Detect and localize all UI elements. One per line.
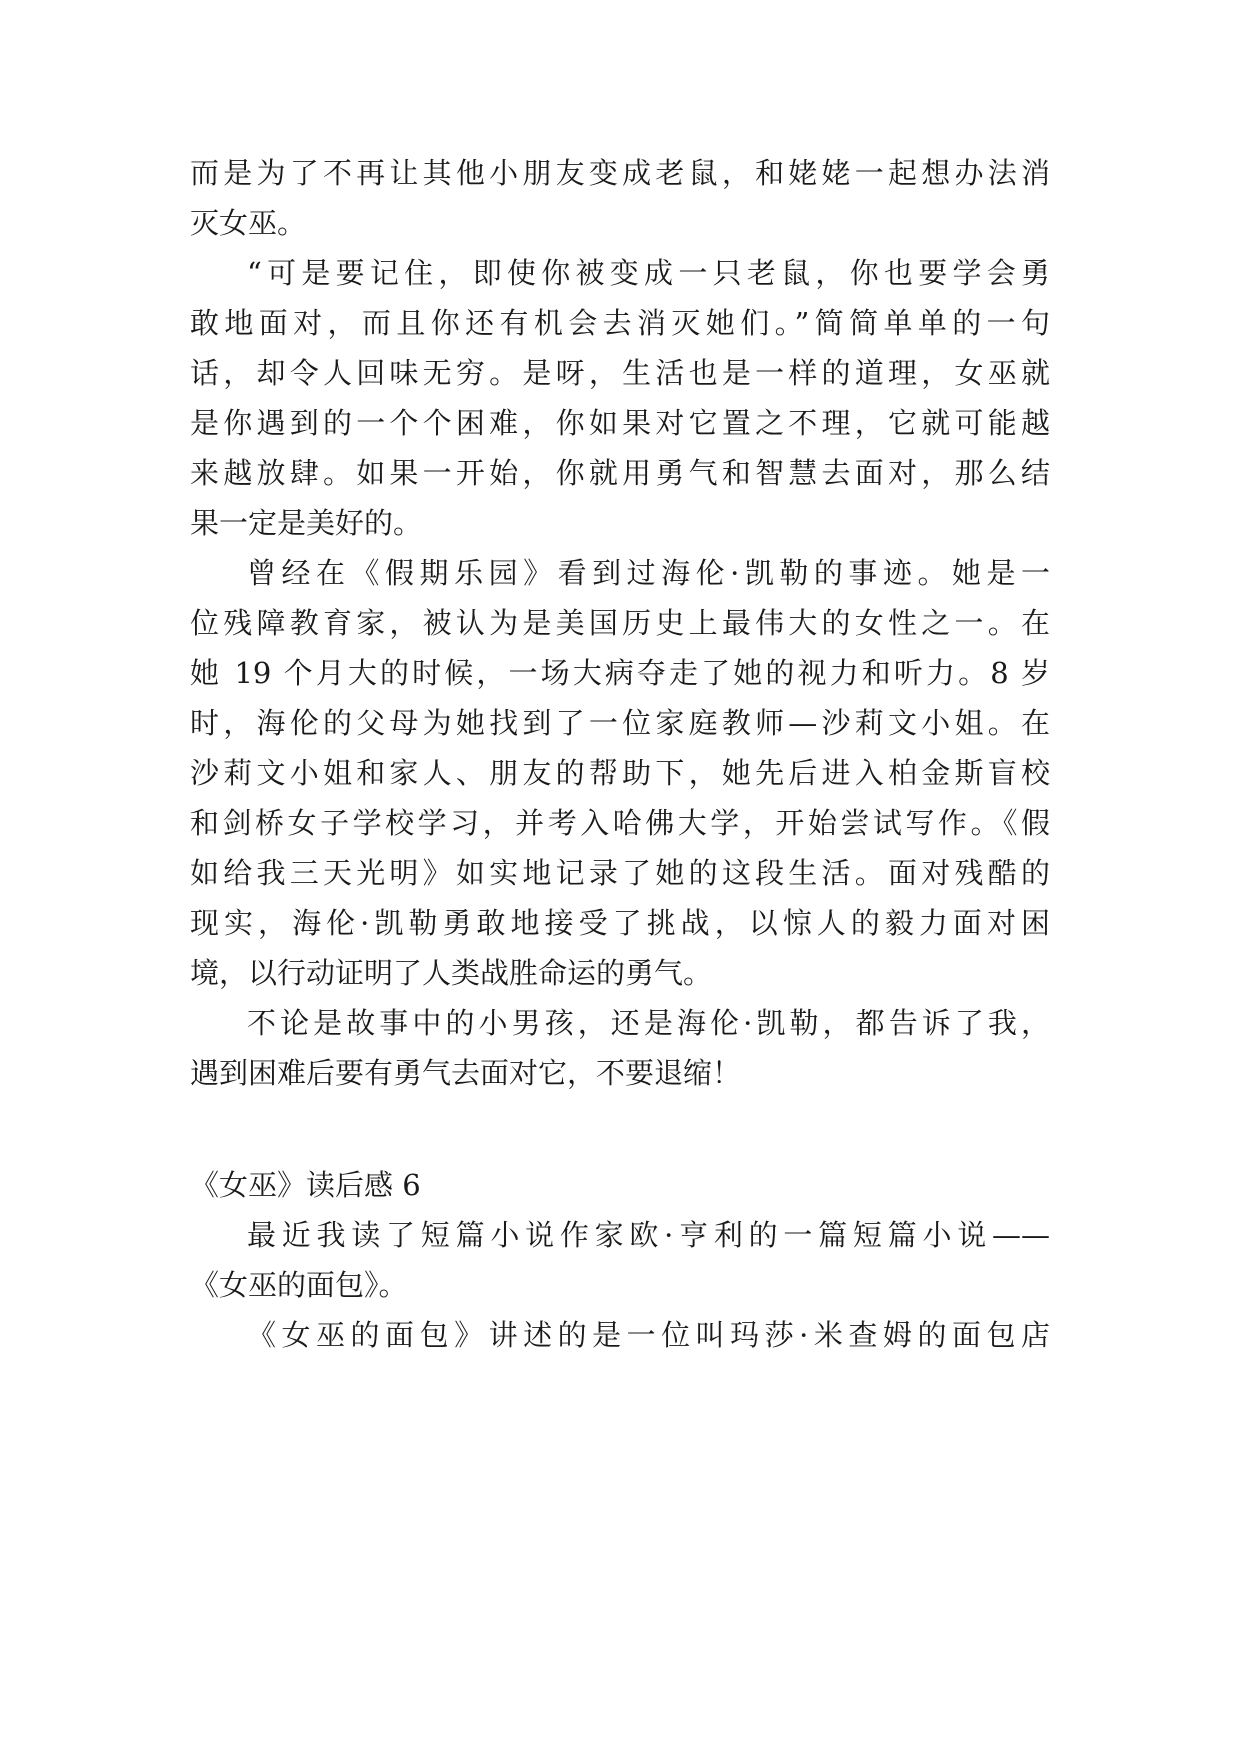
paragraph-line: 来越放肆。如果一开始，你就用勇气和智慧去面对，那么结 bbox=[190, 456, 1050, 490]
paragraph-line: 话，却令人回味无穷。是呀，生活也是一样的道理，女巫就 bbox=[190, 356, 1050, 390]
paragraph-line: 《女巫的面包》讲述的是一位叫玛莎·米查姆的面包店 bbox=[247, 1318, 1050, 1352]
paragraph-line: 灭女巫。 bbox=[190, 206, 307, 240]
paragraph-line: 境，以行动证明了人类战胜命运的勇气。 bbox=[190, 956, 713, 990]
paragraph-line: 她 19 个月大的时候，一场大病夺走了她的视力和听力。8 岁 bbox=[190, 656, 1050, 690]
paragraph-line: 时，海伦的父母为她找到了一位家庭教师—沙莉文小姐。在 bbox=[190, 706, 1050, 740]
paragraph-line: 遇到困难后要有勇气去面对它，不要退缩！ bbox=[190, 1056, 742, 1090]
paragraph-line: 曾经在《假期乐园》看到过海伦·凯勒的事迹。她是一 bbox=[247, 556, 1050, 590]
paragraph-line: 现实，海伦·凯勒勇敢地接受了挑战，以惊人的毅力面对困 bbox=[190, 906, 1050, 940]
paragraph-line: 果一定是美好的。 bbox=[190, 506, 423, 540]
paragraph-line: 如给我三天光明》如实地记录了她的这段生活。面对残酷的 bbox=[190, 856, 1050, 890]
paragraph-line: 而是为了不再让其他小朋友变成老鼠，和姥姥一起想办法消 bbox=[190, 156, 1050, 190]
paragraph-line: 和剑桥女子学校学习，并考入哈佛大学，开始尝试写作。《假 bbox=[190, 806, 1050, 840]
paragraph-line: 是你遇到的一个个困难，你如果对它置之不理，它就可能越 bbox=[190, 406, 1050, 440]
paragraph-line: 《女巫的面包》。 bbox=[190, 1268, 408, 1302]
paragraph-line: 不论是故事中的小男孩，还是海伦·凯勒，都告诉了我， bbox=[247, 1006, 1050, 1040]
section-heading: 《女巫》读后感 6 bbox=[190, 1168, 421, 1202]
paragraph-line: “可是要记住，即使你被变成一只老鼠，你也要学会勇 bbox=[247, 256, 1050, 290]
paragraph-line: 位残障教育家，被认为是美国历史上最伟大的女性之一。在 bbox=[190, 606, 1050, 640]
paragraph-line: 最近我读了短篇小说作家欧·亨利的一篇短篇小说—— bbox=[247, 1218, 1050, 1252]
paragraph-line: 沙莉文小姐和家人、朋友的帮助下，她先后进入柏金斯盲校 bbox=[190, 756, 1050, 790]
paragraph-line: 敢地面对，而且你还有机会去消灭她们。”简简单单的一句 bbox=[190, 306, 1050, 340]
